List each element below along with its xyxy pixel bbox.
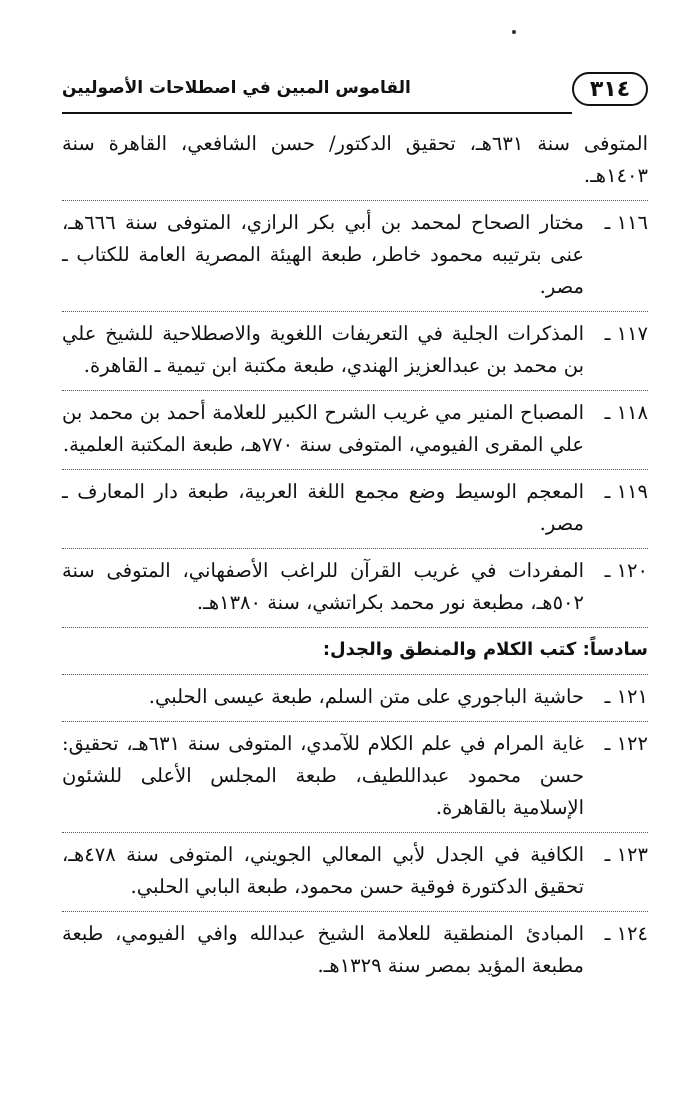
page-content — [62, 128, 648, 990]
entry-text: غاية المرام في علم الكلام للآمدي، المتوفى سنة ٦٣١هـ، تحقيق: حسن محمود عبداللطيف، طبعة المجلس الأعلى للشئون الإسلامية بالقاهرة. — [62, 732, 584, 819]
section-heading: سادساً: كتب الكلام والمنطق والجدل: — [62, 627, 648, 674]
entry-text: الكافية في الجدل لأبي المعالي الجويني، المتوفى سنة ٤٧٨هـ، تحقيق الدكتورة فوقية حسن محمود، طبعة البابي الحلبي. — [62, 843, 584, 898]
entry-text: المذكرات الجلية في التعريفات اللغوية والاصطلاحية للشيخ علي بن محمد بن عبدالعزيز الهندي، طبعة مكتبة ابن تيمية ـ القاهرة. — [62, 322, 584, 377]
entry-number: ١٢١ ـ — [604, 685, 648, 708]
entry-number: ١٢٢ ـ — [604, 732, 648, 755]
scan-speck — [512, 30, 516, 34]
entry-number: ١٢٣ ـ — [604, 843, 648, 866]
page-number: ٣١٤ — [572, 72, 648, 106]
bibliography-entry — [62, 911, 648, 990]
page-header — [62, 72, 648, 112]
header-rule — [62, 112, 572, 114]
entry-text: المصباح المنير مي غريب الشرح الكبير للعلامة أحمد بن محمد بن علي المقرى الفيومي، المتوفى سنة ٧٧٠هـ، طبعة المكتبة العلمية. — [62, 401, 584, 456]
bibliography-entry — [62, 311, 648, 390]
bibliography-entry — [62, 548, 648, 627]
continued-entry: المتوفى سنة ٦٣١هـ، تحقيق الدكتور/ حسن الشافعي، القاهرة سنة ١٤٠٣هـ. — [62, 132, 648, 187]
entry-number: ١٢٤ ـ — [604, 922, 648, 945]
entry-number: ١١٦ ـ — [604, 211, 648, 234]
running-title: القاموس المبين في اصطلاحات الأصوليين — [62, 78, 411, 98]
entry-number: ١٢٠ ـ — [604, 559, 648, 582]
entry-text: حاشية الباجوري على متن السلم، طبعة عيسى الحلبي. — [148, 685, 584, 708]
entry-number: ١١٧ ـ — [604, 322, 648, 345]
entry-text: مختار الصحاح لمحمد بن أبي بكر الرازي، المتوفى سنة ٦٦٦هـ، عنى بترتيبه محمود خاطر، طبعة الهيئة المصرية العامة للكتاب ـ مصر. — [62, 211, 584, 298]
bibliography-entry — [62, 674, 648, 721]
bibliography-entry — [62, 721, 648, 832]
entry-text: المعجم الوسيط وضع مجمع اللغة العربية، طبعة دار المعارف ـ مصر. — [62, 480, 584, 535]
bibliography-entry — [62, 469, 648, 548]
entry-text: المبادئ المنطقية للعلامة الشيخ عبدالله وافي الفيومي، طبعة مطبعة المؤيد بمصر سنة ١٣٢٩هـ. — [62, 922, 584, 977]
entry-text: المفردات في غريب القرآن للراغب الأصفهاني، المتوفى سنة ٥٠٢هـ، مطبعة نور محمد بكراتشي، سنة ١٣٨٠هـ. — [62, 559, 584, 614]
bibliography-entry — [62, 832, 648, 911]
bibliography-entry — [62, 200, 648, 311]
entry-number: ١١٨ ـ — [604, 401, 648, 424]
bibliography-entry — [62, 390, 648, 469]
entry-number: ١١٩ ـ — [604, 480, 648, 503]
